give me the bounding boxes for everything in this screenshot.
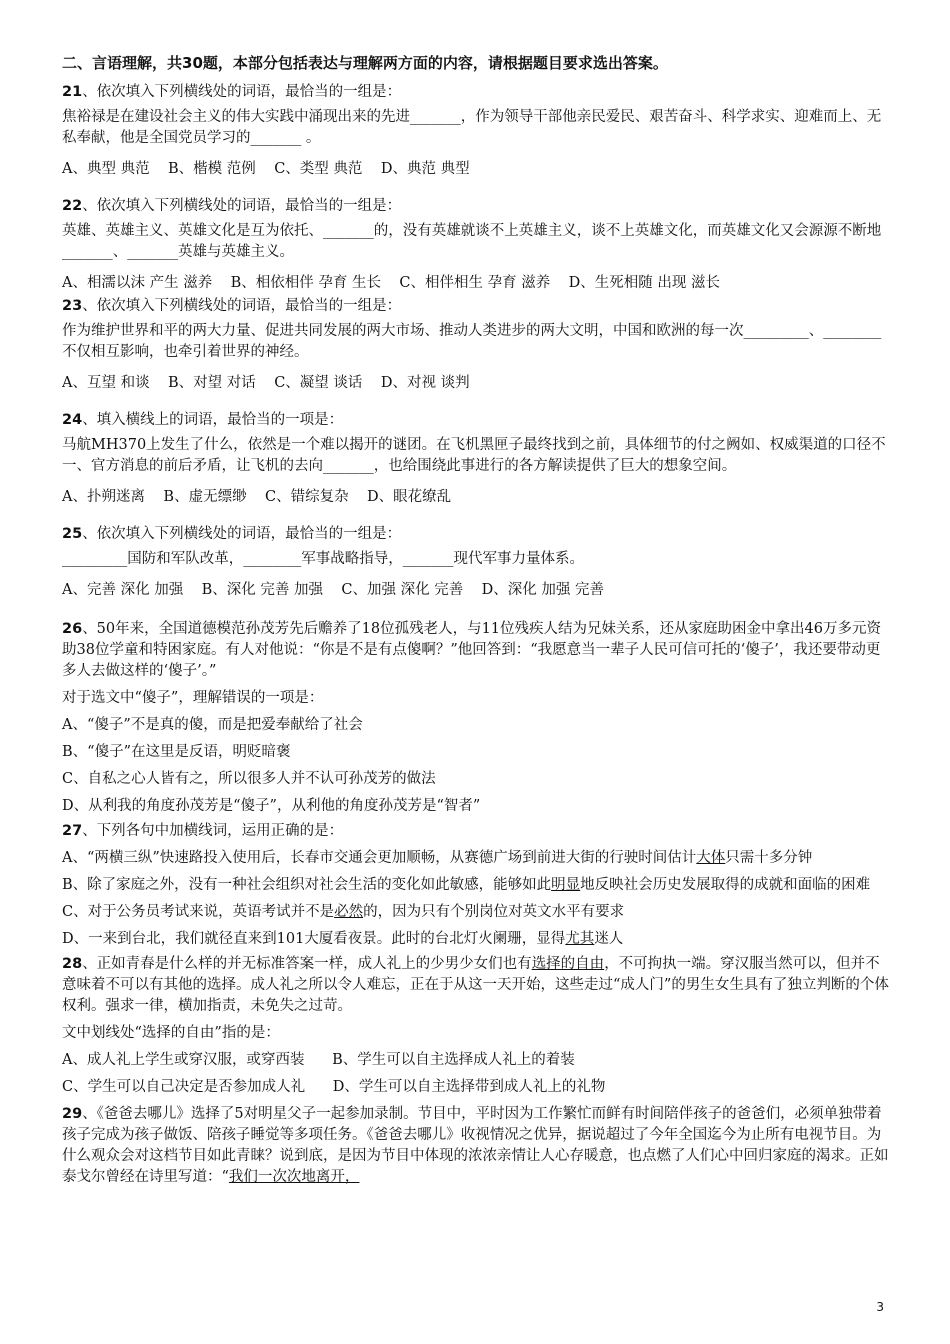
underlined-word: 尤其 xyxy=(565,931,595,947)
question-number: 24 xyxy=(62,412,83,428)
question-text: 作为维护世界和平的两大力量、促进共同发展的两大市场、推动人类进步的两大文明，中国和欧洲的每一次_________、________不仅相互影响，也牵引着世界的神经。 xyxy=(62,323,882,360)
option-c xyxy=(62,902,892,923)
underlined-word: 明显 xyxy=(551,877,581,893)
question-stem: ，不可拘执一端。穿汉服当然可以，但并不意味着不可以有其他的选择。成人礼之所以令人难忘，正在于从这一天开始，这些走过“成人门”的男生女生具有了独立判断的个体权利。强求一律，横加指责，未免失之过苛。 xyxy=(62,956,889,1014)
question-text: 马航MH370上发生了什么，依然是一个难以揭开的谜团。在飞机黑匣子最终找到之前，具体细节的付之阙如、权威渠道的口径不一、官方消息的前后矛盾，让飞机的去向_______，也给围绕此事进行的各方解读提供了巨大的想象空间。 xyxy=(62,437,886,474)
option-text: D、一来到台北，我们就径直来到101大厦看夜景。此时的台北灯火阑珊，显得 xyxy=(62,931,566,947)
question-number: 28 xyxy=(62,956,83,972)
question-number: 25 xyxy=(62,526,83,542)
question-options: A、相濡以沫 产生 滋养 B、相依相伴 孕育 生长 C、相伴相生 孕育 滋养 D、生死相随 出现 滋长 xyxy=(62,275,721,291)
question-stem: 、正如青春是什么样的并无标准答案一样，成人礼上的少男少女们也有 xyxy=(82,956,532,972)
question-number: 26 xyxy=(62,621,83,637)
question-21 xyxy=(62,82,892,180)
question-options: A、完善 深化 加强 B、深化 完善 加强 C、加强 深化 完善 D、深化 加强 完善 xyxy=(62,582,605,598)
question-text: 焦裕禄是在建设社会主义的伟大实践中涌现出来的先进_______，作为领导干部他亲民爱民、艰苦奋斗、科学求实、迎难而上、无私奉献，他是全国党员学习的_______ 。 xyxy=(62,109,882,146)
option-text: 迷人 xyxy=(594,931,624,947)
question-options: A、典型 典范 B、楷模 范例 C、类型 典范 D、典范 典型 xyxy=(62,161,470,177)
question-stem: 、依次填入下列横线处的词语，最恰当的一组是： xyxy=(82,198,402,214)
underlined-word: 大体 xyxy=(696,850,726,866)
question-22 xyxy=(62,196,892,294)
question-number: 29 xyxy=(62,1106,83,1122)
option-text: 只需十多分钟 xyxy=(725,850,813,866)
document-page xyxy=(62,52,892,1188)
question-stem: 、依次填入下列横线处的词语，最恰当的一组是： xyxy=(82,526,402,542)
page-number: 3 xyxy=(876,1300,884,1314)
option-a: A、“傻子”不是真的傻，而是把爱奉献给了社会 xyxy=(62,717,363,733)
option-text: A、“两横三纵”快速路投入使用后，长春市交通会更加顺畅，从赛德广场到前进大街的行驶时间估计 xyxy=(62,850,697,866)
question-number: 21 xyxy=(62,84,83,100)
question-number: 23 xyxy=(62,298,83,314)
question-stem: 、《爸爸去哪儿》选择了5对明星父子一起参加录制。节目中，平时因为工作繁忙而鲜有时间陪伴孩子的爸爸们，必须单独带着孩子完成为孩子做饭、陪孩子睡觉等多项任务。《爸爸去哪儿》收视情况之优异，据说超过了今年全国迄今为止所有电视节目。为什么观众会对这档节目如此青睐？说到底，是因为节目中体现的浓浓亲情让人心存暖意，也点燃了人们心中回归家庭的渴求。正如泰戈尔曾经在诗里写道：“ xyxy=(62,1106,889,1185)
underlined-word: 必然 xyxy=(334,904,364,920)
option-b xyxy=(62,875,892,896)
option-b: B、“傻子”在这里是反语，明贬暗褒 xyxy=(62,744,291,760)
question-28 xyxy=(62,954,892,1098)
question-text: 英雄、英雄主义、英雄文化是互为依托、_______的，没有英雄就谈不上英雄主义，谈不上英雄文化，而英雄文化又会源源不断地_______、_______英雄与英雄主义。 xyxy=(62,223,882,260)
question-27 xyxy=(62,821,892,950)
option-d: D、从利我的角度孙茂芳是“傻子”，从利他的角度孙茂芳是“智者” xyxy=(62,798,481,814)
question-23 xyxy=(62,296,892,394)
question-options: A、成人礼上学生或穿汉服，或穿西装 B、学生可以自主选择成人礼上的着装 xyxy=(62,1052,575,1068)
question-25 xyxy=(62,524,892,601)
question-text: _________国防和军队改革，________军事战略指导，_______现代军事力量体系。 xyxy=(62,551,584,567)
option-text: B、除了家庭之外，没有一种社会组织对社会生活的变化如此敏感，能够如此 xyxy=(62,877,552,893)
underlined-phrase: 选择的自由 xyxy=(531,956,605,972)
question-prompt: 对于选文中“傻子”，理解错误的一项是： xyxy=(62,690,324,706)
question-stem: 、填入横线上的词语，最恰当的一项是： xyxy=(82,412,344,428)
question-stem: 、依次填入下列横线处的词语，最恰当的一组是： xyxy=(82,84,402,100)
section-title: 二、言语理解，共30题，本部分包括表达与理解两方面的内容，请根据题目要求选出答案。 xyxy=(62,54,668,72)
underlined-phrase: 我们一次次地离开， xyxy=(228,1169,360,1185)
question-24 xyxy=(62,410,892,508)
question-stem: 、下列各句中加横线词，运用正确的是： xyxy=(82,823,344,839)
question-options: C、学生可以自己决定是否参加成人礼 D、学生可以自主选择带到成人礼上的礼物 xyxy=(62,1079,606,1095)
option-a xyxy=(62,848,892,869)
question-stem: 、50年来，全国道德模范孙茂芳先后赡养了18位孤残老人，与11位残疾人结为兄妹关系，还从家庭助困金中拿出46万多元资助38位学童和特困家庭。有人对他说：“你是不是有点傻啊？”他回答到：“我愿意当一辈子人民可信可托的‘傻子’，我还要带动更多人去做这样的‘傻子’。” xyxy=(62,621,881,679)
question-prompt: 文中划线处“选择的自由”指的是： xyxy=(62,1025,280,1041)
option-c: C、自私之心人皆有之，所以很多人并不认可孙茂芳的做法 xyxy=(62,771,436,787)
option-d xyxy=(62,929,892,950)
question-26 xyxy=(62,619,892,817)
question-stem: 、依次填入下列横线处的词语，最恰当的一组是： xyxy=(82,298,402,314)
question-number: 27 xyxy=(62,823,83,839)
option-text: 地反映社会历史发展取得的成就和面临的困难 xyxy=(580,877,871,893)
question-options: A、互望 和谈 B、对望 对话 C、凝望 谈话 D、对视 谈判 xyxy=(62,375,470,391)
question-options: A、扑朔迷离 B、虚无缥缈 C、错综复杂 D、眼花缭乱 xyxy=(62,489,452,505)
question-number: 22 xyxy=(62,198,83,214)
option-text: 的，因为只有个别岗位对英文水平有要求 xyxy=(363,904,625,920)
question-29 xyxy=(62,1104,892,1188)
option-text: C、对于公务员考试来说，英语考试并不是 xyxy=(62,904,335,920)
